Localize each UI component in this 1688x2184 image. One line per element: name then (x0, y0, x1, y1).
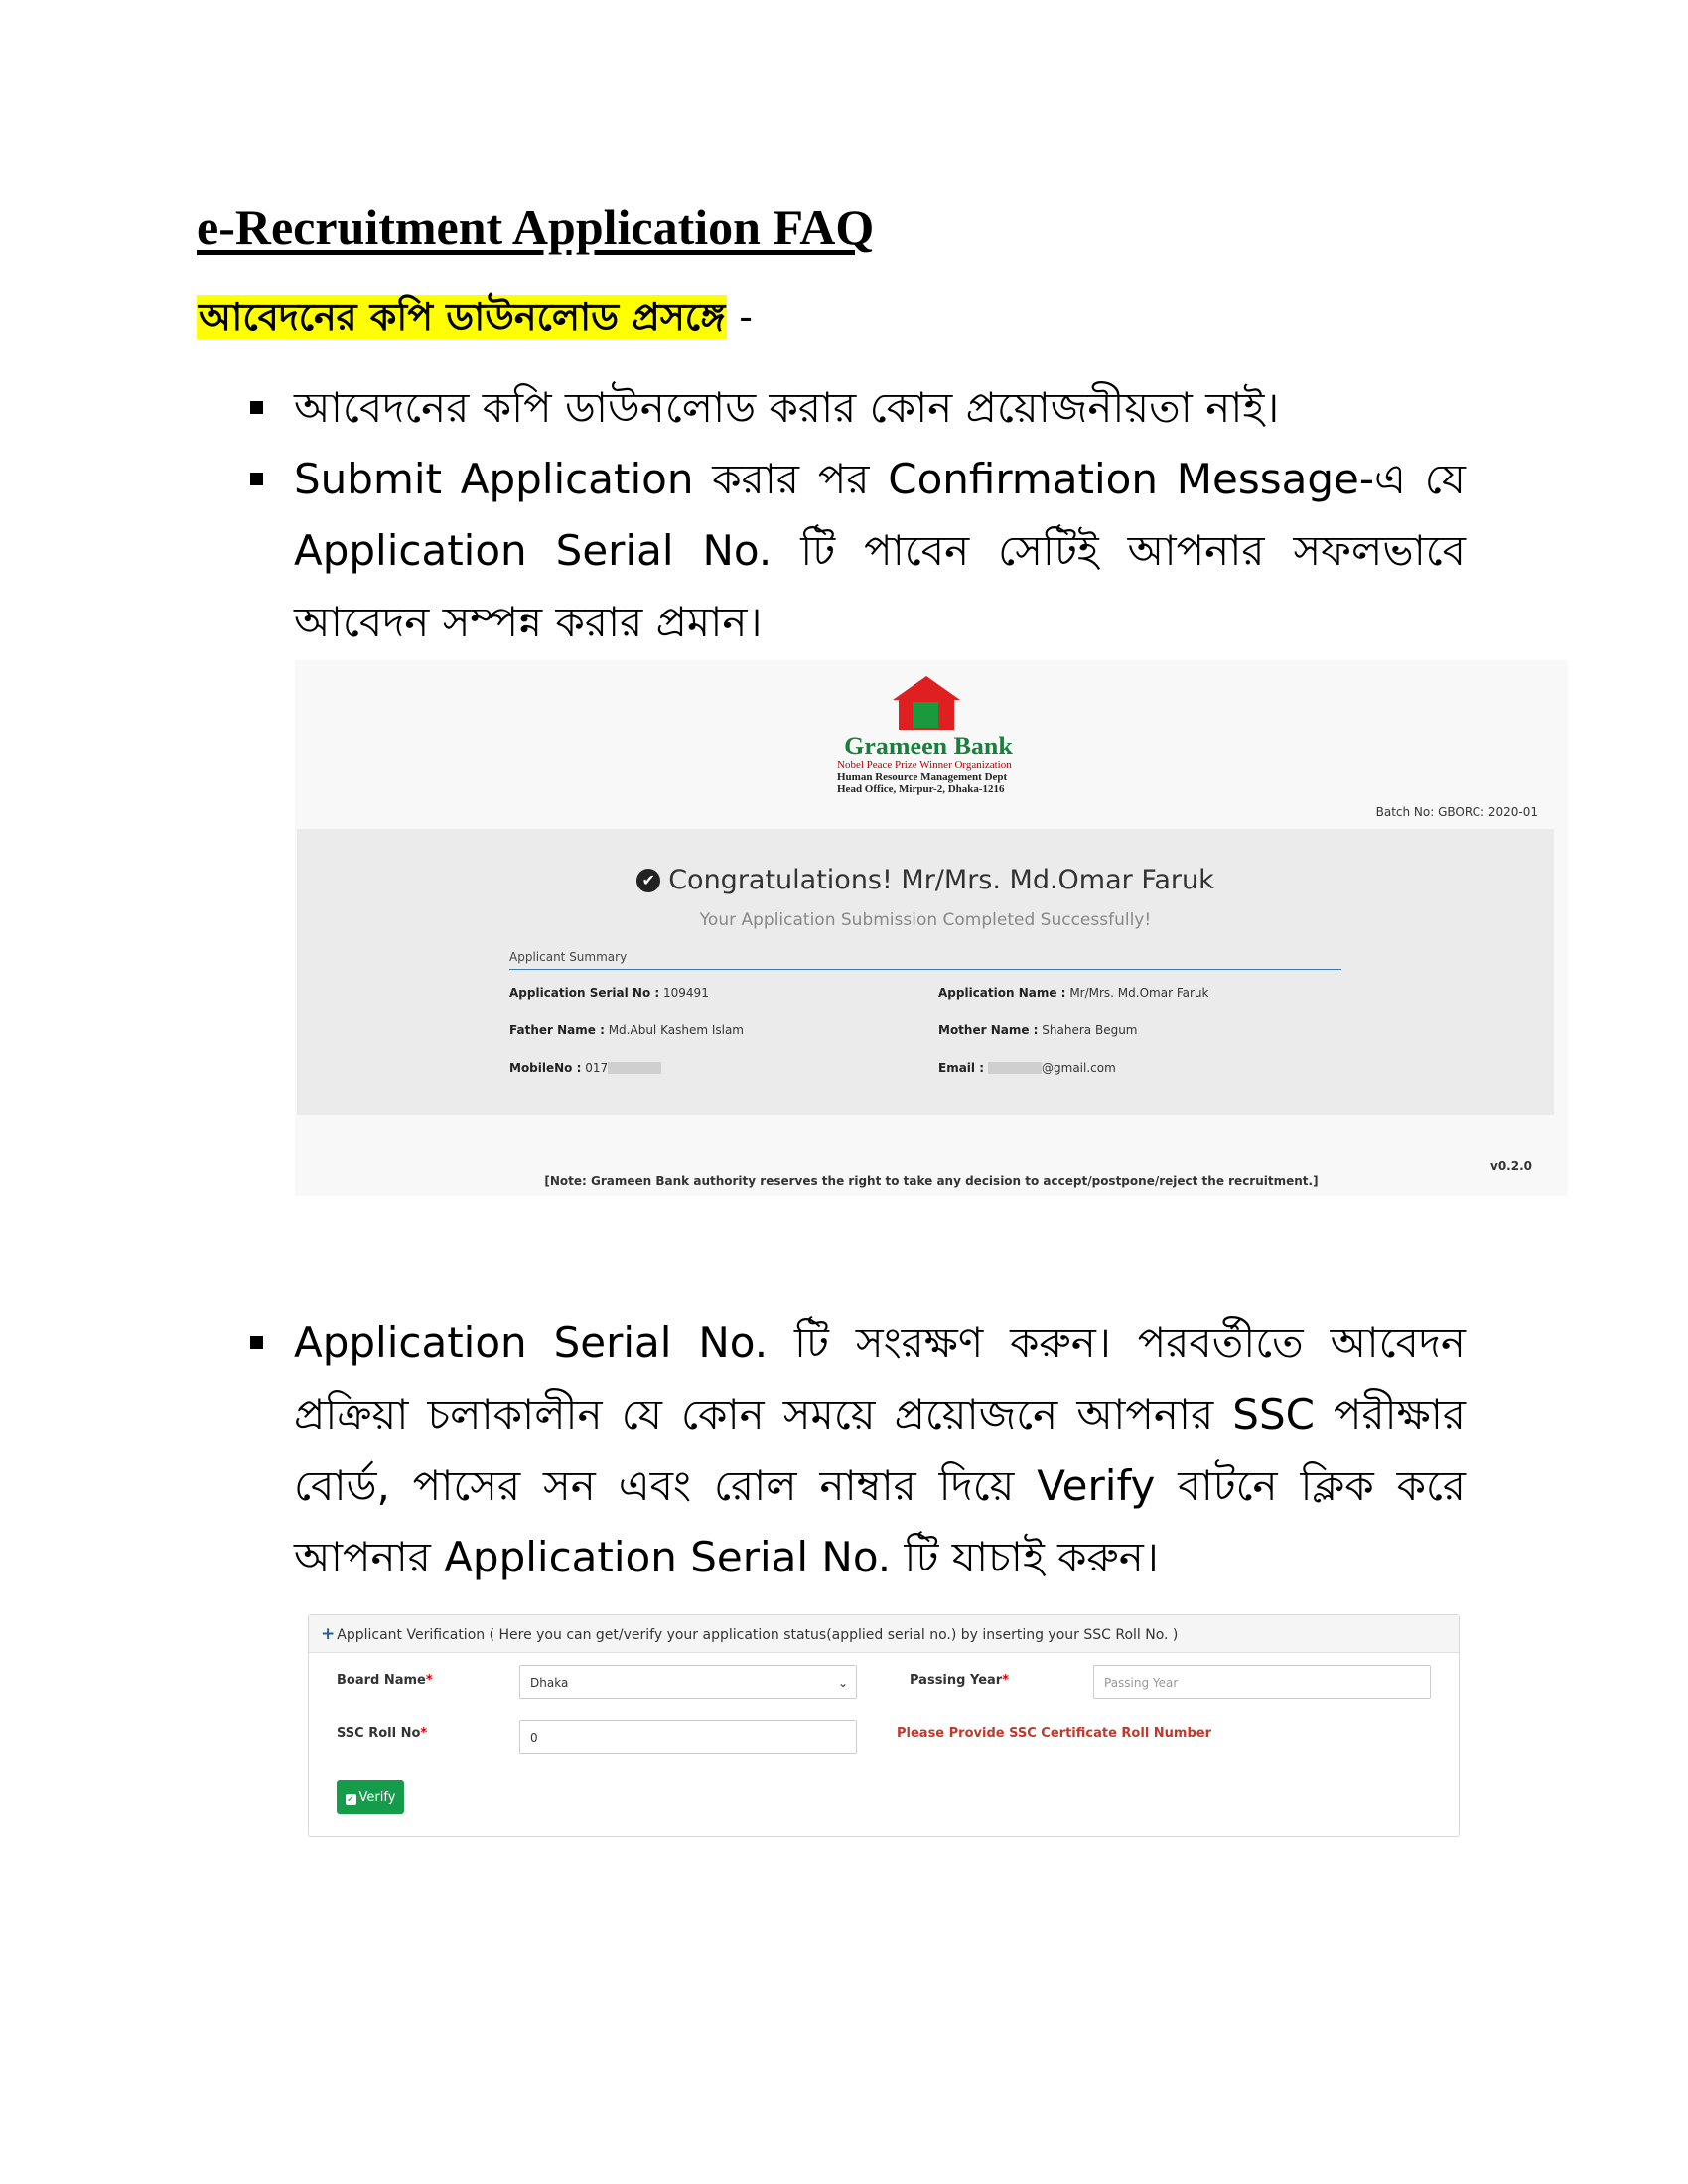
verification-screenshot (308, 1614, 1460, 1837)
name-field (938, 986, 1208, 1000)
grameen-bank-logo (829, 676, 1028, 795)
logo-address: Head Office, Mirpur-2, Dhaka-1216 (837, 783, 1005, 795)
name-label: Application Name : (938, 986, 1066, 1000)
bullet-text-1: আবেদনের কপি ডাউনলোড করার কোন প্রয়োজনীয়তা নাই। (294, 383, 1280, 432)
passing-year-input[interactable]: Passing Year (1093, 1665, 1431, 1699)
name-value: Mr/Mrs. Md.Omar Faruk (1069, 986, 1209, 1000)
mobile-label: MobileNo : (509, 1061, 582, 1075)
version-label: v0.2.0 (1490, 1160, 1532, 1173)
board-name-value: Dhaka (530, 1676, 569, 1690)
page-title: e-Recruitment Application FAQ (197, 200, 875, 255)
check-square-icon: ✓ (346, 1794, 355, 1805)
mobile-value: 017 (585, 1061, 609, 1075)
board-name-label-text: Board Name (337, 1673, 426, 1688)
verify-button-label: Verify (358, 1790, 396, 1805)
recruitment-note: [Note: Grameen Bank authority reserves the right to take any decision to accept/postpone/reject the recruitment.] (544, 1174, 1319, 1188)
success-message: Your Application Submission Completed Successfully! (699, 910, 1152, 930)
required-mark: * (1002, 1673, 1010, 1688)
confirmation-screenshot (295, 660, 1568, 1196)
mother-value: Shahera Begum (1042, 1024, 1138, 1037)
logo-tagline: Nobel Peace Prize Winner Organization (837, 759, 1012, 771)
board-name-label (337, 1673, 433, 1688)
required-mark: * (425, 1673, 433, 1688)
redacted-mark (608, 1062, 661, 1074)
ssc-roll-label-text: SSC Roll No (337, 1726, 421, 1741)
ssc-roll-input[interactable]: 0 (519, 1720, 857, 1754)
redacted-mark (988, 1062, 1042, 1074)
father-label: Father Name : (509, 1024, 605, 1037)
logo-name: Grameen Bank (844, 732, 1013, 760)
serial-value: 109491 (663, 986, 709, 1000)
bullet-text-2: Submit Application করার পর Confirmation Message-এ যে Application Serial No. টি পাবেন সেটিই আপনার সফলভাবে আবেদন সম্পন্ন করার প্রমান। (294, 455, 1466, 646)
board-name-select[interactable] (519, 1665, 857, 1699)
passing-year-label (910, 1673, 1009, 1688)
bullet-marker (250, 401, 263, 414)
confirmation-panel (297, 829, 1554, 1115)
summary-divider (509, 969, 1341, 970)
serial-label: Application Serial No : (509, 986, 660, 1000)
serial-field (509, 986, 709, 1000)
house-window (913, 702, 938, 728)
verification-header-text: Applicant Verification ( Here you can get/verify your application status(applied serial no.) by inserting your SSC Roll No. ) (337, 1627, 1179, 1643)
congrats-message (297, 865, 1554, 895)
chevron-down-icon: ⌄ (837, 1676, 848, 1690)
heading-dash: - (739, 295, 753, 339)
father-value: Md.Abul Kashem Islam (608, 1024, 744, 1037)
bullet-text-3: Application Serial No. টি সংরক্ষণ করুন। পরবর্তীতে আবেদন প্রক্রিয়া চলাকালীন যে কোন সময়ে প্রয়োজনে আপনার SSC পরীক্ষার বোর্ড, পাসের সন এবং রোল নাম্বার দিয়ে Verify বাটনে ক্লিক করে আপনার Application Serial No. টি যাচাই করুন। (294, 1318, 1466, 1581)
section-heading (197, 288, 753, 345)
roll-error-message: Please Provide SSC Certificate Roll Number (897, 1726, 1212, 1741)
check-circle-icon: ✔ (636, 869, 660, 892)
mobile-field (509, 1061, 661, 1075)
email-label: Email : (938, 1061, 985, 1075)
passing-year-label-text: Passing Year (910, 1673, 1003, 1688)
plus-icon: + (321, 1624, 336, 1644)
required-mark: * (420, 1726, 428, 1741)
section-heading-text: আবেদনের কপি ডাউনলোড প্রসঙ্গে (199, 295, 726, 339)
applicant-summary-label: Applicant Summary (509, 950, 628, 964)
mother-label: Mother Name : (938, 1024, 1039, 1037)
email-field (938, 1061, 1116, 1075)
house-icon (893, 676, 960, 700)
batch-number: Batch No: GBORC: 2020-01 (1375, 805, 1538, 819)
father-field (509, 1024, 744, 1037)
ssc-roll-label (337, 1726, 427, 1741)
logo-dept: Human Resource Management Dept (837, 771, 1008, 783)
mother-field (938, 1024, 1138, 1037)
email-value: @gmail.com (1042, 1061, 1116, 1075)
verification-header (309, 1615, 1459, 1653)
bullet-marker (250, 473, 263, 485)
bullet-marker (250, 1336, 263, 1349)
congrats-text: Congratulations! Mr/Mrs. Md.Omar Faruk (668, 865, 1214, 895)
verify-button[interactable] (337, 1780, 404, 1814)
